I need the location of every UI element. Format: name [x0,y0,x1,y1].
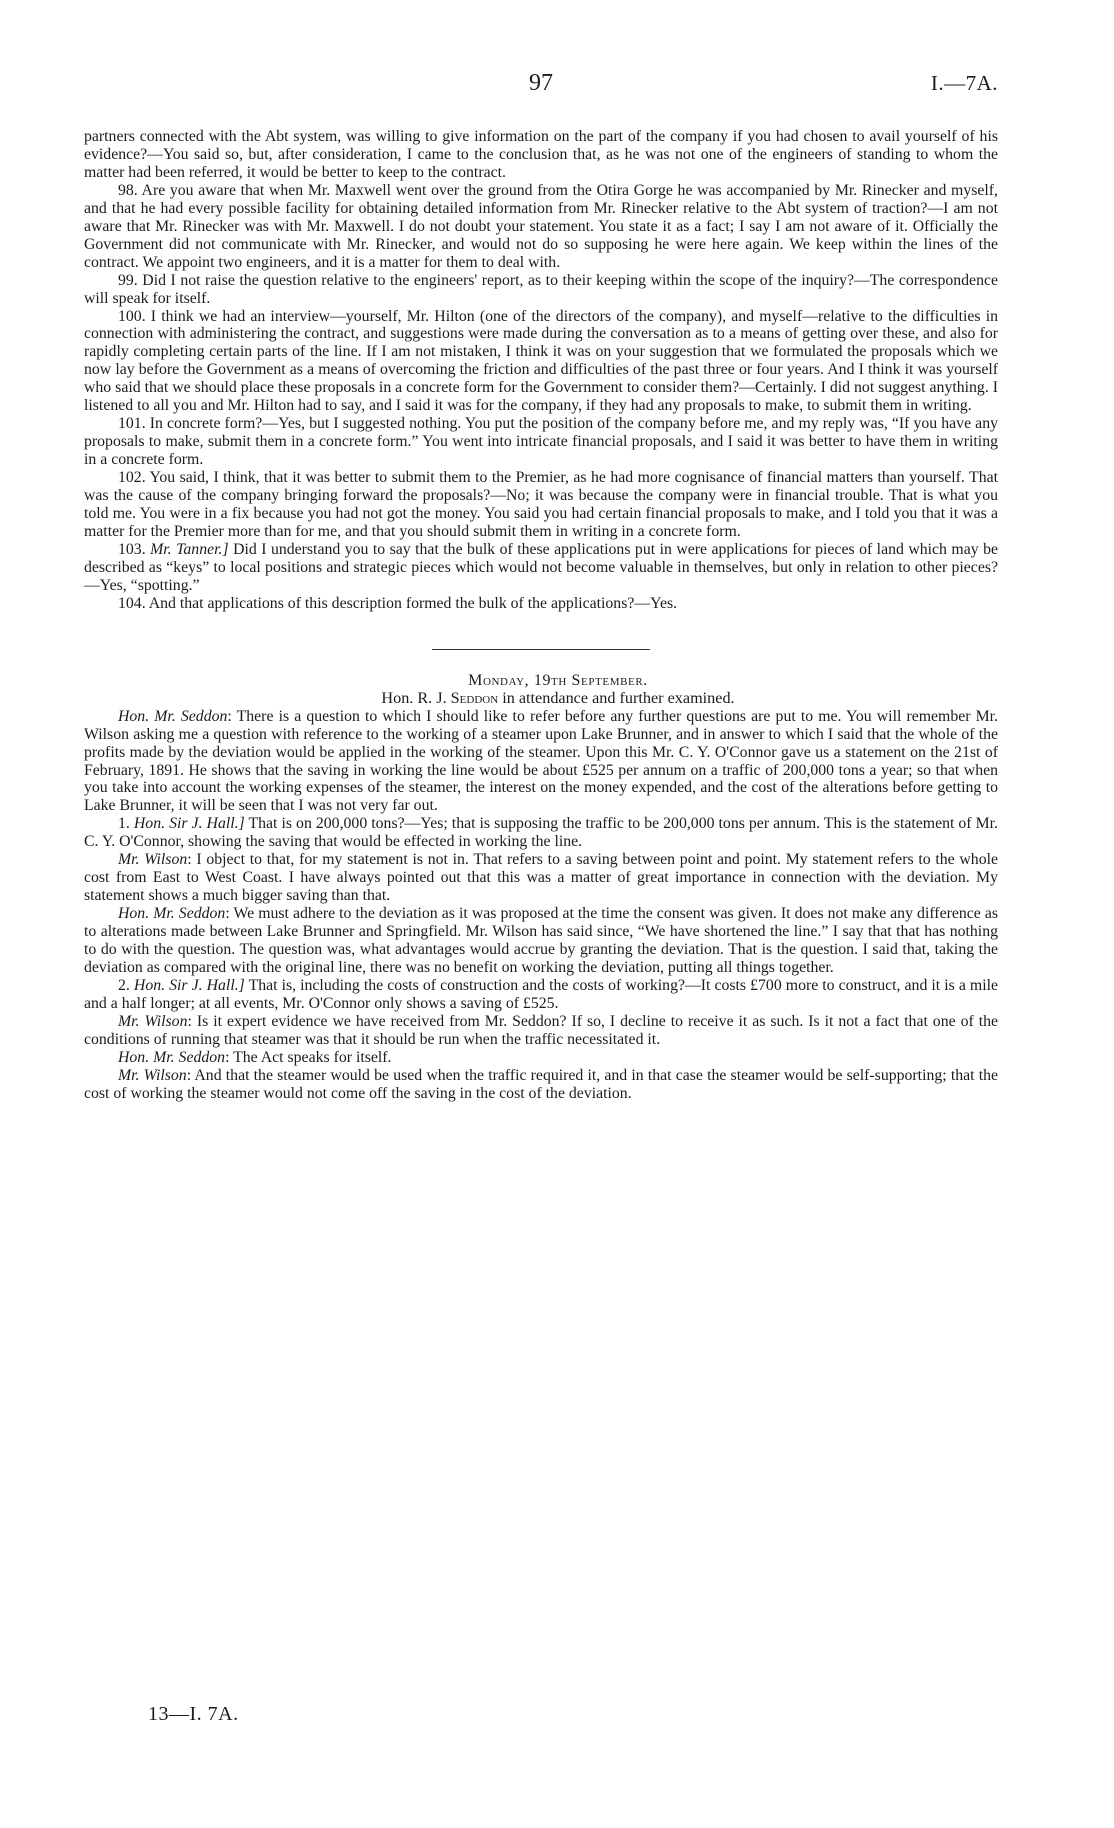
speaker-label: Mr. Tanner.] [150,540,229,558]
speaker-label: Hon. Sir J. Hall.] [133,976,245,994]
question-number: 2. [118,976,134,994]
body-text [84,128,998,1103]
testimony-paragraph [84,1067,998,1103]
speaker-label: Hon. Mr. Seddon [118,1048,226,1066]
page-header [84,70,998,100]
question-number: 1. [118,815,134,833]
question-102: 102. You said, I think, that it was better to submit them to the Premier, as he had more cognisance of financial matters than yourself. That was the cause of the company bringing forward the proposals?—No; it was because the company were in financial trouble. That is what you told me. You were in a fix because you had not got the money. You said you had certain financial proposals to make, and I told you that it was a matter for the Premier more than for me, and that you should submit them in writing in a concrete form. [84,469,998,540]
testimony-paragraph [84,1013,998,1049]
testimony-paragraph [84,851,998,905]
document-reference: I.—7A. [930,71,998,95]
testimony-text: : Is it expert evidence we have received from Mr. Seddon? If so, I decline to receive it as such. Is it not a fact that one of the conditions of running that steamer was that it should be run when the traffic necessitated it. [84,1012,998,1048]
question-101: 101. In concrete form?—Yes, but I suggested nothing. You put the position of the company before me, and my reply was, “If you have any proposals to make, submit them in a concrete form.” You went into intricate financial proposals, and I said it was better to have them in writing in a concrete form. [84,415,998,469]
testimony-paragraph [84,815,998,851]
speaker-label: Hon. Mr. Seddon [118,707,228,725]
testimony-paragraph [84,708,998,816]
paragraph-continuation: partners connected with the Abt system, was willing to give information on the part of the company if you had chosen to avail yourself of his evidence?—You said so, but, after consideration, I came to the conclusion that, as he was not one of the engineers of standing to whom the matter had been referred, it would be better to keep to the contract. [84,128,998,181]
testimony-paragraph [84,905,998,977]
question-99: 99. Did I not raise the question relative to the engineers' report, as to their keeping within the scope of the inquiry?—The correspondence will speak for itself. [84,271,998,307]
speaker-label: Mr. Wilson [118,1012,188,1030]
testimony-text: That is on 200,000 tons?—Yes; that is supposing the traffic to be 200,000 tons per annum. This is the statement of Mr. C. Y. O'Connor, showing the saving that would be effected in working the line. [84,815,998,851]
testimony-text: : There is a question to which I should like to refer before any further questions are put to me. You will remember Mr. Wilson asking me a question with reference to the working of a steamer upon Lake Brunner, and in answer to which I said that the whole of the profits made by the deviation would be applied in the working of the steamer. Upon this Mr. C. Y. O'Connor gave us a statement on the 21st of February, 1891. He shows that the saving in working the line would be about £525 per annum on a traffic of 200,000 tons a year; so that when you take into account the working expenses of the steamer, the interest on the money expended, and the cost of the alterations before getting to Lake Brunner, it will be seen that I was not very far out. [84,707,998,815]
attendance-text: Hon. R. J. Seddon in attendance and further examined. [381,688,735,707]
section-divider [432,649,650,650]
testimony-paragraph [84,977,998,1013]
testimony-text: That is, including the costs of construction and the costs of working?—It costs £700 more to construct, and it is a mile and a half longer; at all events, Mr. O'Connor only shows a saving of £525. [84,976,998,1012]
testimony-paragraph [84,1049,998,1067]
speaker-label: Hon. Sir J. Hall.] [133,815,245,833]
question-103-text: 103. Mr. Tanner.] Did I understand you to say that the bulk of these applications put in were applications for pieces of land which may be described as “keys” to local positions and strategic pieces which would not become valuable in themselves, but only in relation to other pieces?—Yes, “spotting.” [84,540,998,594]
testimony-text: : And that the steamer would be used when the traffic required it, and in that case the steamer would be self-supporting; that the cost of working the steamer would not come off the saving in the cost of the deviation. [84,1066,998,1102]
speaker-label: Mr. Wilson [118,851,188,869]
testimony-text: : We must adhere to the deviation as it was proposed at the time the consent was given. It does not make any difference as to alterations made between Lake Brunner and Springfield. Mr. Wilson has said since, “We have shortened the line.” I say that that has nothing to do with the question. The question was, what advantages would accrue by granting the deviation. That is the question. I said that, taking the deviation as compared with the original line, there was no benefit on working the deviation, putting all things together. [84,905,998,976]
printer-signature: 13—I. 7A. [148,1703,239,1725]
page-number: 97 [529,70,553,96]
speaker-label: Mr. Wilson [118,1066,187,1084]
speaker-label: Hon. Mr. Seddon [118,905,226,923]
question-100: 100. I think we had an interview—yourself, Mr. Hilton (one of the directors of the company), and myself—relative to the difficulties in connection with administering the contract, and suggestions were made during the conversation as to a means of getting over these, and also for rapidly completing certain parts of the line. If I am not mistaken, I think it was on your suggestion that we formulated the proposals which we now lay before the Government as a means of overcoming the friction and difficulties of the past three or four years. And I think it was yourself who said that we should place these proposals in a concrete form for the Government to consider them?—Certainly. I did not suggest anything. I listened to all you and Mr. Hilton had to say, and I said it was for the company, if they had any proposals to make, to submit them in writing. [84,307,998,415]
witness-name: Seddon [450,688,499,707]
sitting-date: Monday, 19th September. [468,671,648,689]
question-103 [84,541,998,595]
question-98: 98. Are you aware that when Mr. Maxwell went over the ground from the Otira Gorge he was accompanied by Mr. Rinecker and myself, and that he had every possible facility for obtaining detailed information from Mr. Rinecker relative to the Abt system of traction?—I am not aware that Mr. Rinecker was with Mr. Maxwell. I do not doubt your statement. You state it as a fact; I say I am not aware of it. Officially the Government did not communicate with Mr. Rinecker, and would not do so supposing he were here again. We keep within the lines of the contract. We appoint two engineers, and it is a matter for them to deal with. [84,181,998,271]
attendance-line [84,690,998,708]
testimony-text: : I object to that, for my statement is not in. That refers to a saving between point and point. My statement refers to the whole cost from East to West Coast. I have always pointed out that this was a matter of great importance in connection with the deviation. My statement shows a much bigger saving than that. [84,851,998,905]
question-104: 104. And that applications of this description formed the bulk of the applications?—Yes. [118,594,678,612]
testimony-text: : The Act speaks for itself. [225,1048,392,1066]
